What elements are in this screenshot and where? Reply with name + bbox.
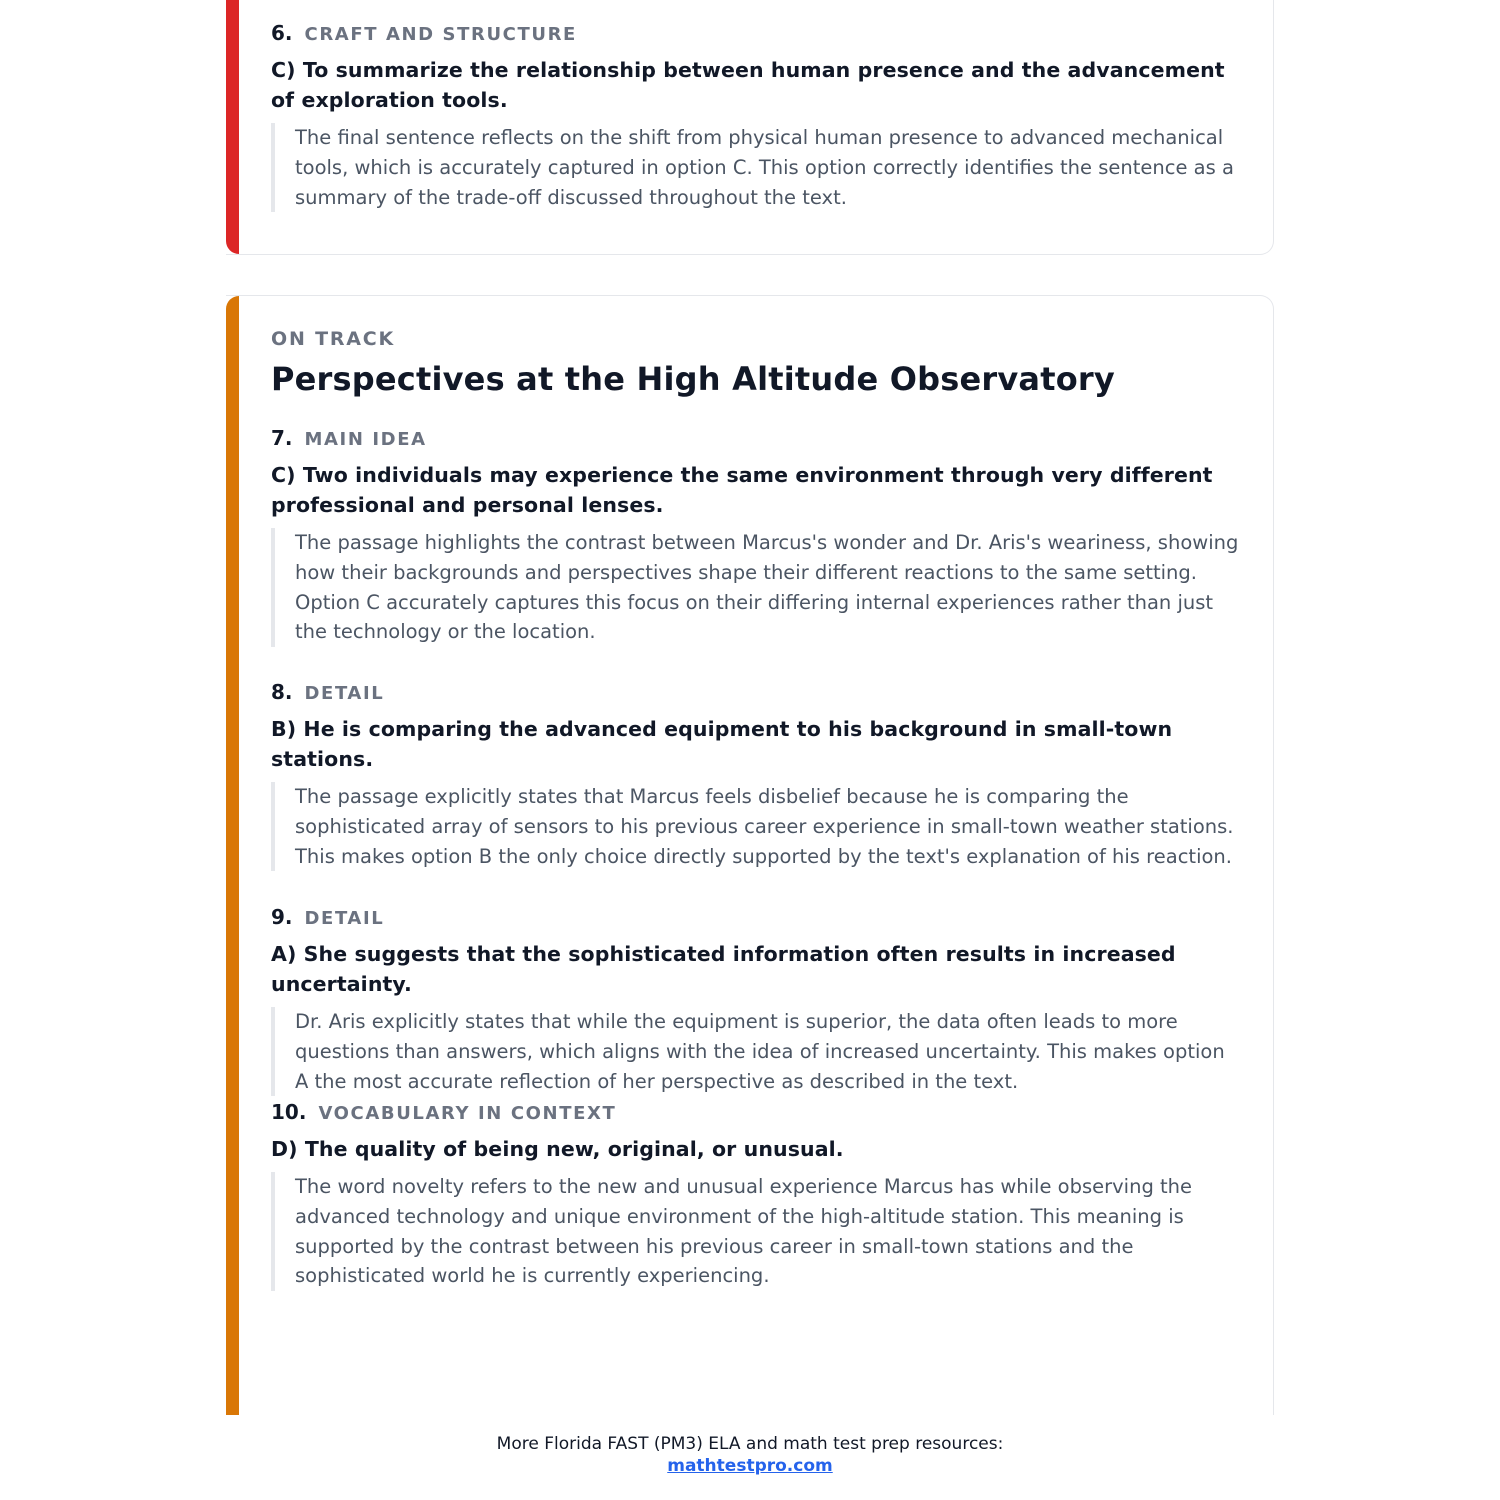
correct-answer: B) He is comparing the advanced equipment to his background in small-town stations. — [271, 717, 1173, 771]
question-number: 7. — [271, 426, 293, 450]
correct-answer: A) She suggests that the sophisticated information often results in increased uncertainty. — [271, 942, 1176, 996]
question-category: CRAFT AND STRUCTURE — [304, 24, 577, 45]
correct-answer: C) To summarize the relationship between human presence and the advancement of exploration tools. — [271, 58, 1225, 112]
question-block-7 — [271, 426, 1243, 647]
question-category: VOCABULARY IN CONTEXT — [318, 1103, 617, 1124]
question-category: DETAIL — [304, 683, 385, 704]
question-block-6 — [271, 21, 1243, 212]
question-header — [271, 680, 1243, 704]
question-number: 6. — [271, 21, 293, 45]
answer-explanation: The final sentence reflects on the shift from physical human presence to advanced mechanical tools, which is accurately captured in option C. This option correctly identifies the sentence as a summary of the trade-off discussed throughout the text. — [271, 123, 1243, 212]
passage-title: Perspectives at the High Altitude Observatory — [271, 360, 1115, 398]
question-block-8 — [271, 680, 1243, 871]
question-number: 8. — [271, 680, 293, 704]
question-category: DETAIL — [304, 908, 385, 929]
card-header — [271, 328, 1243, 398]
footer-link[interactable]: mathtestpro.com — [667, 1456, 833, 1476]
answer-explanation: The passage explicitly states that Marcus feels disbelief because he is comparing the sophisticated array of sensors to his previous career experience in small-town weather stations. This makes option B the only choice directly supported by the text's explanation of his reaction. — [271, 782, 1243, 871]
answer-card-on-track — [226, 295, 1274, 1415]
answer-card-previous — [226, 0, 1274, 255]
question-category: MAIN IDEA — [304, 429, 427, 450]
answer-explanation: The passage highlights the contrast between Marcus's wonder and Dr. Aris's weariness, showing how their backgrounds and perspectives shape their different reactions to the same setting. Option C accurately captures this focus on their differing internal experiences rather than just the technology or the location. — [271, 528, 1243, 647]
correct-answer: D) The quality of being new, original, or unusual. — [271, 1137, 844, 1161]
question-header — [271, 905, 1243, 929]
question-block-9 — [271, 905, 1243, 1096]
accent-bar-orange — [226, 296, 239, 1415]
question-header — [271, 1100, 1243, 1124]
accent-bar-red — [226, 0, 239, 254]
answer-explanation: Dr. Aris explicitly states that while the equipment is superior, the data often leads to more questions than answers, which aligns with the idea of increased uncertainty. This makes option A the most accurate reflection of her perspective as described in the text. — [271, 1007, 1243, 1096]
question-header — [271, 21, 1243, 45]
correct-answer: C) Two individuals may experience the same environment through very different professional and personal lenses. — [271, 463, 1213, 517]
question-header — [271, 426, 1243, 450]
question-block-10 — [271, 1100, 1243, 1291]
question-number: 9. — [271, 905, 293, 929]
footer-text: More Florida FAST (PM3) ELA and math test prep resources: — [496, 1434, 1004, 1454]
answer-explanation: The word novelty refers to the new and unusual experience Marcus has while observing the advanced technology and unique environment of the high-altitude station. This meaning is supported by the contrast between his previous career in small-town stations and the sophisticated world he is currently experiencing. — [271, 1172, 1243, 1291]
status-label: ON TRACK — [271, 328, 396, 350]
question-number: 10. — [271, 1100, 307, 1124]
footer — [0, 1433, 1500, 1477]
